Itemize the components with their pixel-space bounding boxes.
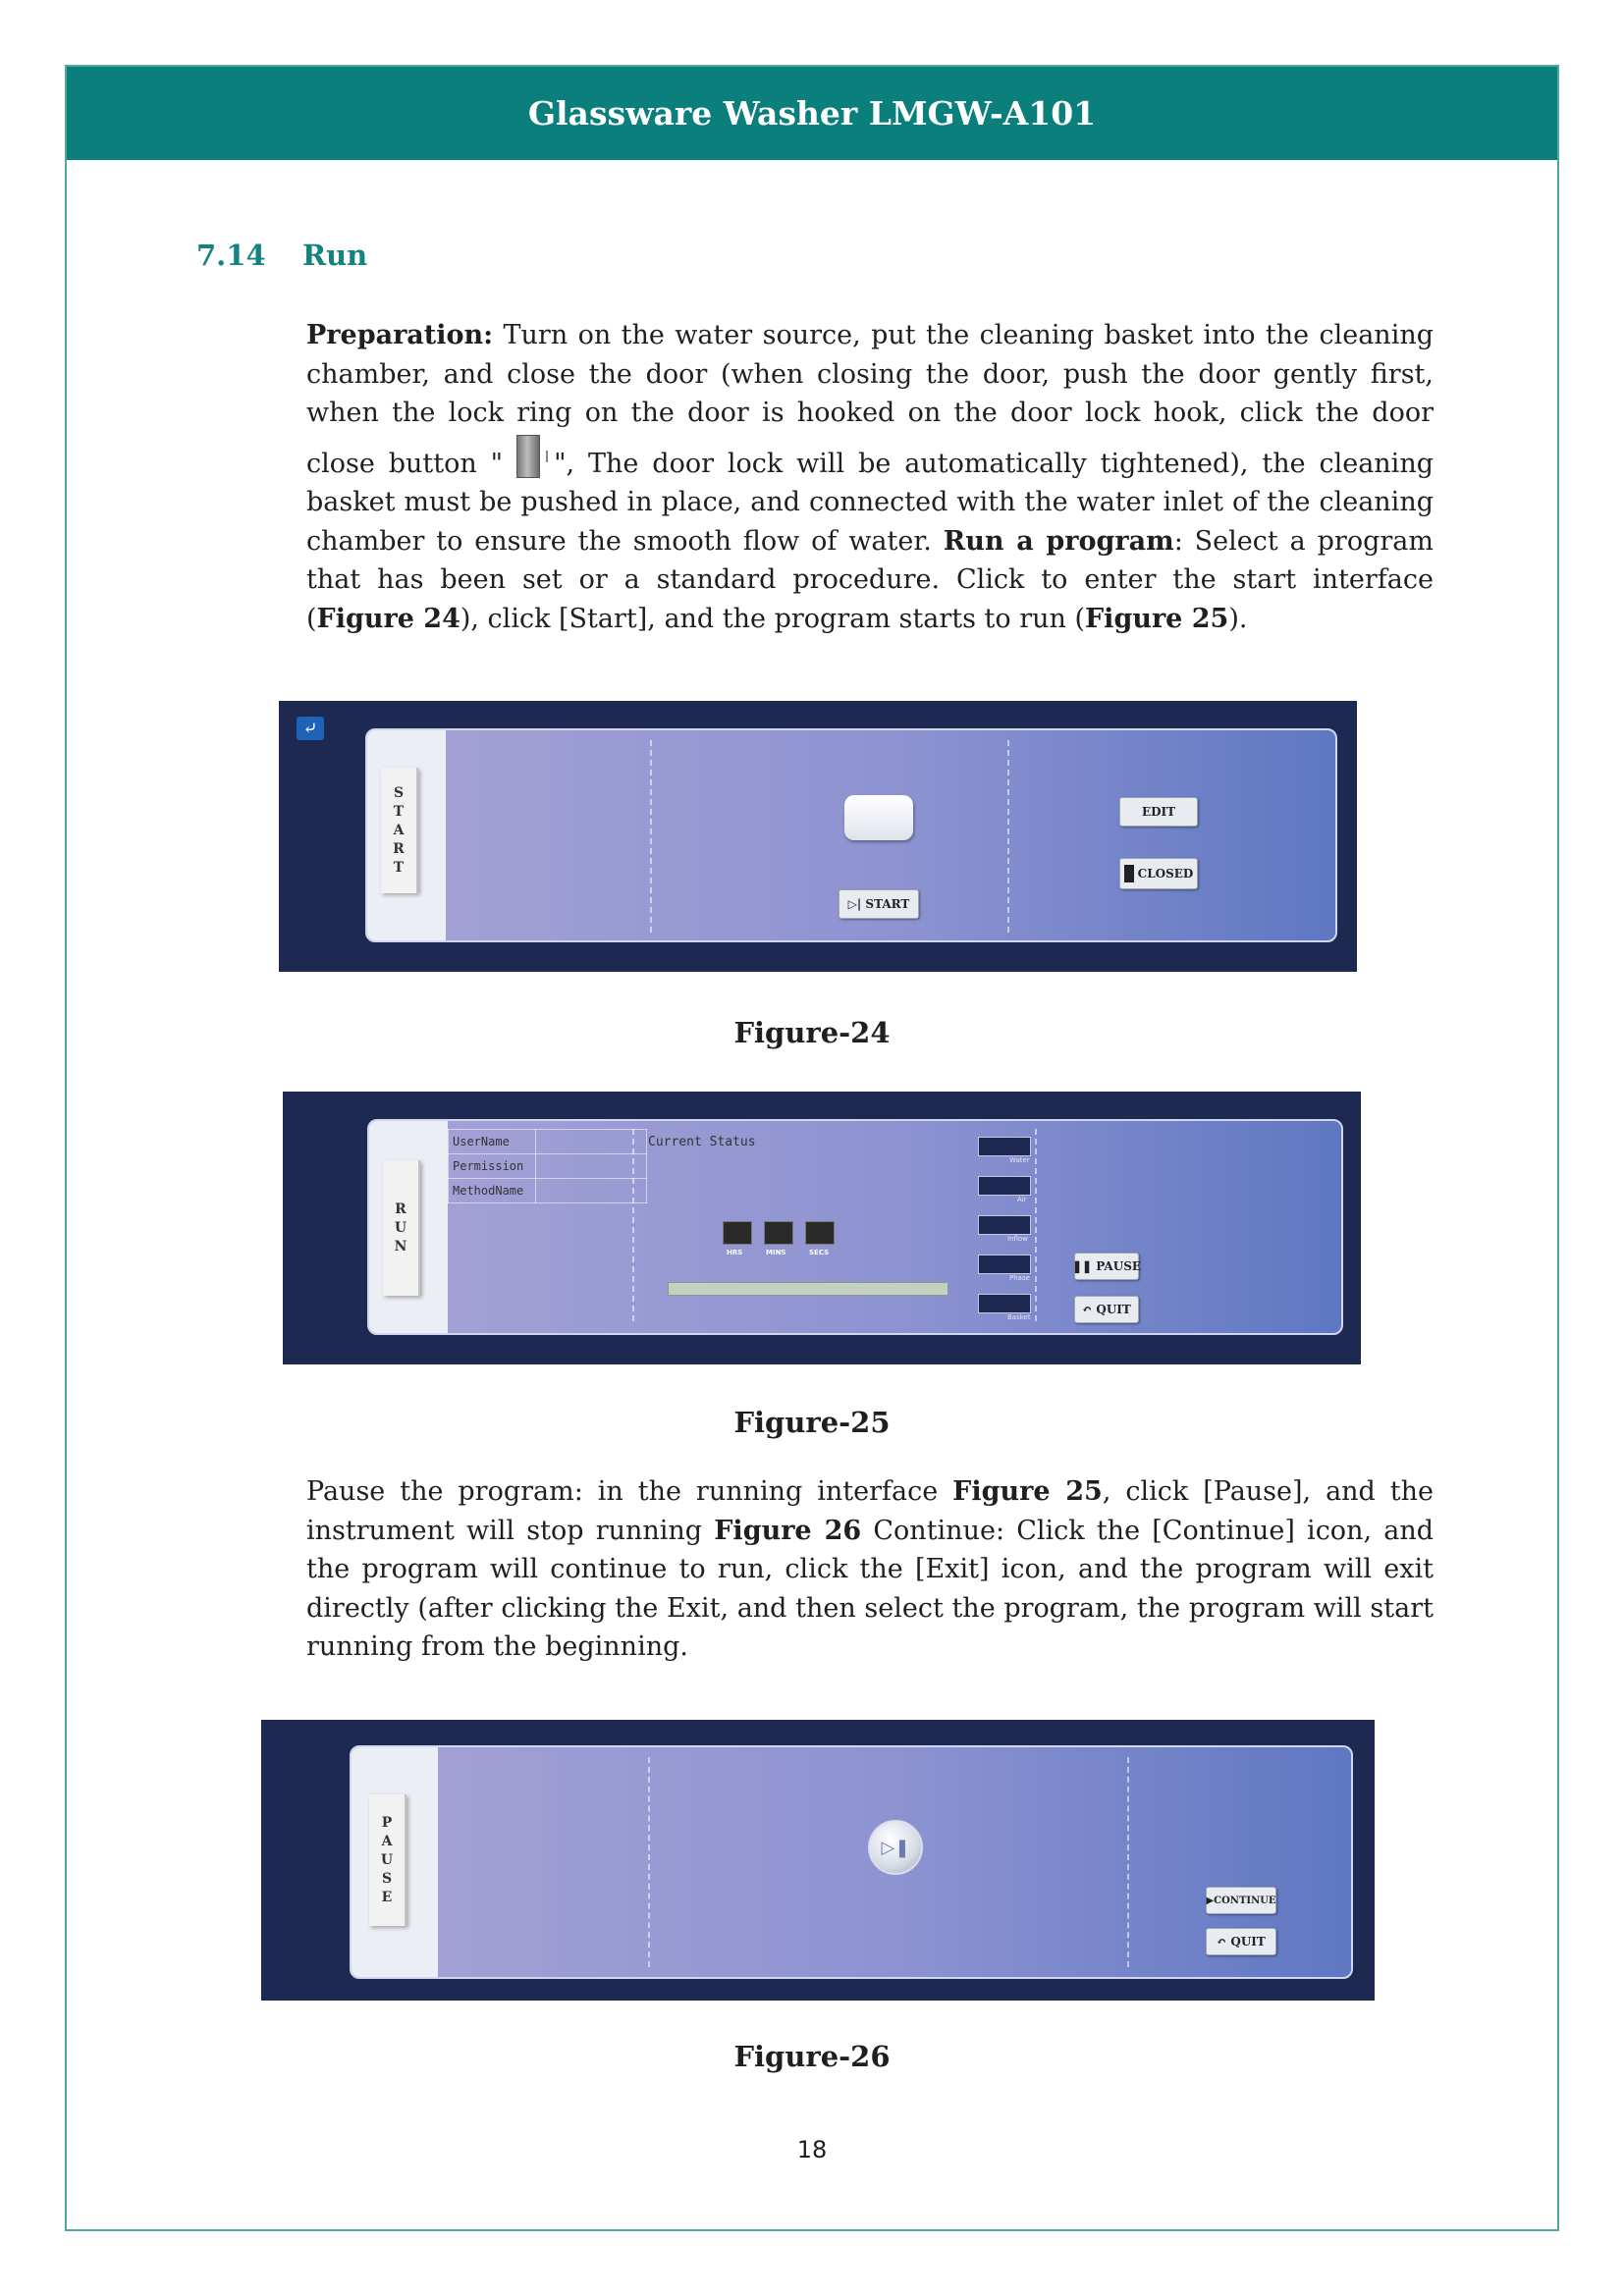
info-value xyxy=(536,1130,647,1154)
figure-reference: Figure 24 xyxy=(316,603,460,634)
water-indicator xyxy=(978,1137,1031,1156)
figure-24-caption: Figure-24 xyxy=(733,1016,891,1049)
paragraph-text: ), click [Start], and the program starts to run ( xyxy=(460,603,1086,634)
edit-button[interactable]: EDIT xyxy=(1119,797,1198,827)
inflow-indicator xyxy=(978,1215,1031,1235)
divider xyxy=(1127,1757,1129,1967)
indicator-label: Inflow xyxy=(1007,1235,1028,1243)
section-number: 7.14 xyxy=(196,239,266,272)
info-value xyxy=(536,1154,647,1179)
door-status-icon xyxy=(844,795,913,840)
section-heading xyxy=(196,239,367,272)
paragraph-text: : Select a program that has been set or a standard procedure. Click to enter the start interface ( xyxy=(306,525,1434,634)
closed-button[interactable]: CLOSED xyxy=(1119,858,1198,889)
minutes-display xyxy=(764,1221,793,1245)
quit-button[interactable]: ↶ QUIT xyxy=(1206,1928,1276,1955)
door-icon xyxy=(1124,865,1134,882)
run-panel xyxy=(367,1119,1343,1335)
figure-26-screenshot xyxy=(261,1720,1375,2001)
indicator-label: Phase xyxy=(1009,1274,1030,1282)
divider xyxy=(1007,740,1009,933)
pause-paragraph xyxy=(306,1472,1434,1667)
info-value xyxy=(536,1179,647,1203)
paragraph-text: , click [Pause], and the instrument will stop running xyxy=(306,1476,1435,1546)
preparation-label: Preparation: xyxy=(306,320,494,350)
run-program-label: Run a program xyxy=(943,525,1174,557)
paragraph-text: ). xyxy=(1228,603,1248,634)
figure-reference: Figure 26 xyxy=(714,1515,862,1546)
figure-reference: Figure 25 xyxy=(952,1476,1103,1507)
pause-panel xyxy=(350,1745,1353,1979)
start-panel xyxy=(365,728,1337,942)
page-header xyxy=(67,67,1557,160)
indicator-label: Water xyxy=(1009,1156,1030,1164)
divider xyxy=(648,1757,650,1967)
figure-reference: Figure 25 xyxy=(1085,603,1229,634)
paragraph-text: Pause the program: in the running interface xyxy=(306,1476,953,1507)
basket-indicator xyxy=(978,1294,1031,1313)
door-close-icon xyxy=(509,433,548,478)
hours-display xyxy=(723,1221,752,1245)
progress-bar xyxy=(668,1282,948,1296)
start-button[interactable]: ▷| START xyxy=(839,889,919,919)
section-title: Run xyxy=(302,239,368,272)
header-title: Glassware Washer LMGW-A101 xyxy=(527,94,1097,133)
start-tab: S T A R T xyxy=(381,768,418,893)
air-indicator xyxy=(978,1176,1031,1196)
figure-25-caption: Figure-25 xyxy=(733,1406,891,1439)
paragraph-text: Turn on the water source, put the cleaning basket into the cleaning chamber, and close the door (when closing the door, push the door gently first, when the lock ring on the door is hooked on the door lock hook, click the door close button " xyxy=(306,320,1434,479)
divider xyxy=(632,1129,634,1321)
preparation-paragraph xyxy=(306,316,1434,638)
time-label: MINS xyxy=(766,1249,786,1256)
status-title: Current Status xyxy=(648,1135,756,1149)
figure-26-caption: Figure-26 xyxy=(733,2040,891,2073)
paragraph-text: ", The door lock will be automatically tightened), the cleaning basket must be pushed in place, and connected with the water inlet of the cleaning chamber to ensure the smooth flow of water. xyxy=(306,448,1434,557)
indicator-label: Basket xyxy=(1007,1313,1031,1321)
run-tab: R U N xyxy=(383,1160,420,1296)
figure-25-screenshot xyxy=(283,1092,1361,1364)
back-arrow-icon[interactable]: ⤶ xyxy=(297,717,324,740)
info-label: Permission xyxy=(449,1154,536,1179)
quit-button[interactable]: ↶ QUIT xyxy=(1074,1296,1139,1323)
time-label: SECS xyxy=(809,1249,830,1256)
phase-indicator xyxy=(978,1255,1031,1274)
info-label: MethodName xyxy=(449,1179,536,1203)
figure-24-screenshot xyxy=(279,701,1357,972)
time-label: HRS xyxy=(727,1249,743,1256)
indicator-label: Air xyxy=(1017,1196,1027,1203)
seconds-display xyxy=(805,1221,835,1245)
divider xyxy=(650,740,652,933)
play-pause-icon[interactable]: ▷❚ xyxy=(868,1820,923,1875)
page-number: 18 xyxy=(796,2136,828,2163)
info-label: UserName xyxy=(449,1130,536,1154)
pause-tab: P A U S E xyxy=(369,1794,406,1926)
paragraph-text: Continue: Click the [Continue] icon, and the program will continue to run, click the [Exit] icon, and the program will exit directly (after clicking the Exit, and then select the program, the program will start running from the beginning. xyxy=(306,1515,1435,1662)
pause-button[interactable]: ❚❚ PAUSE xyxy=(1074,1253,1139,1280)
info-table xyxy=(448,1129,647,1203)
divider xyxy=(1035,1129,1037,1321)
continue-button[interactable]: ▶ CONTINUE xyxy=(1206,1887,1276,1914)
